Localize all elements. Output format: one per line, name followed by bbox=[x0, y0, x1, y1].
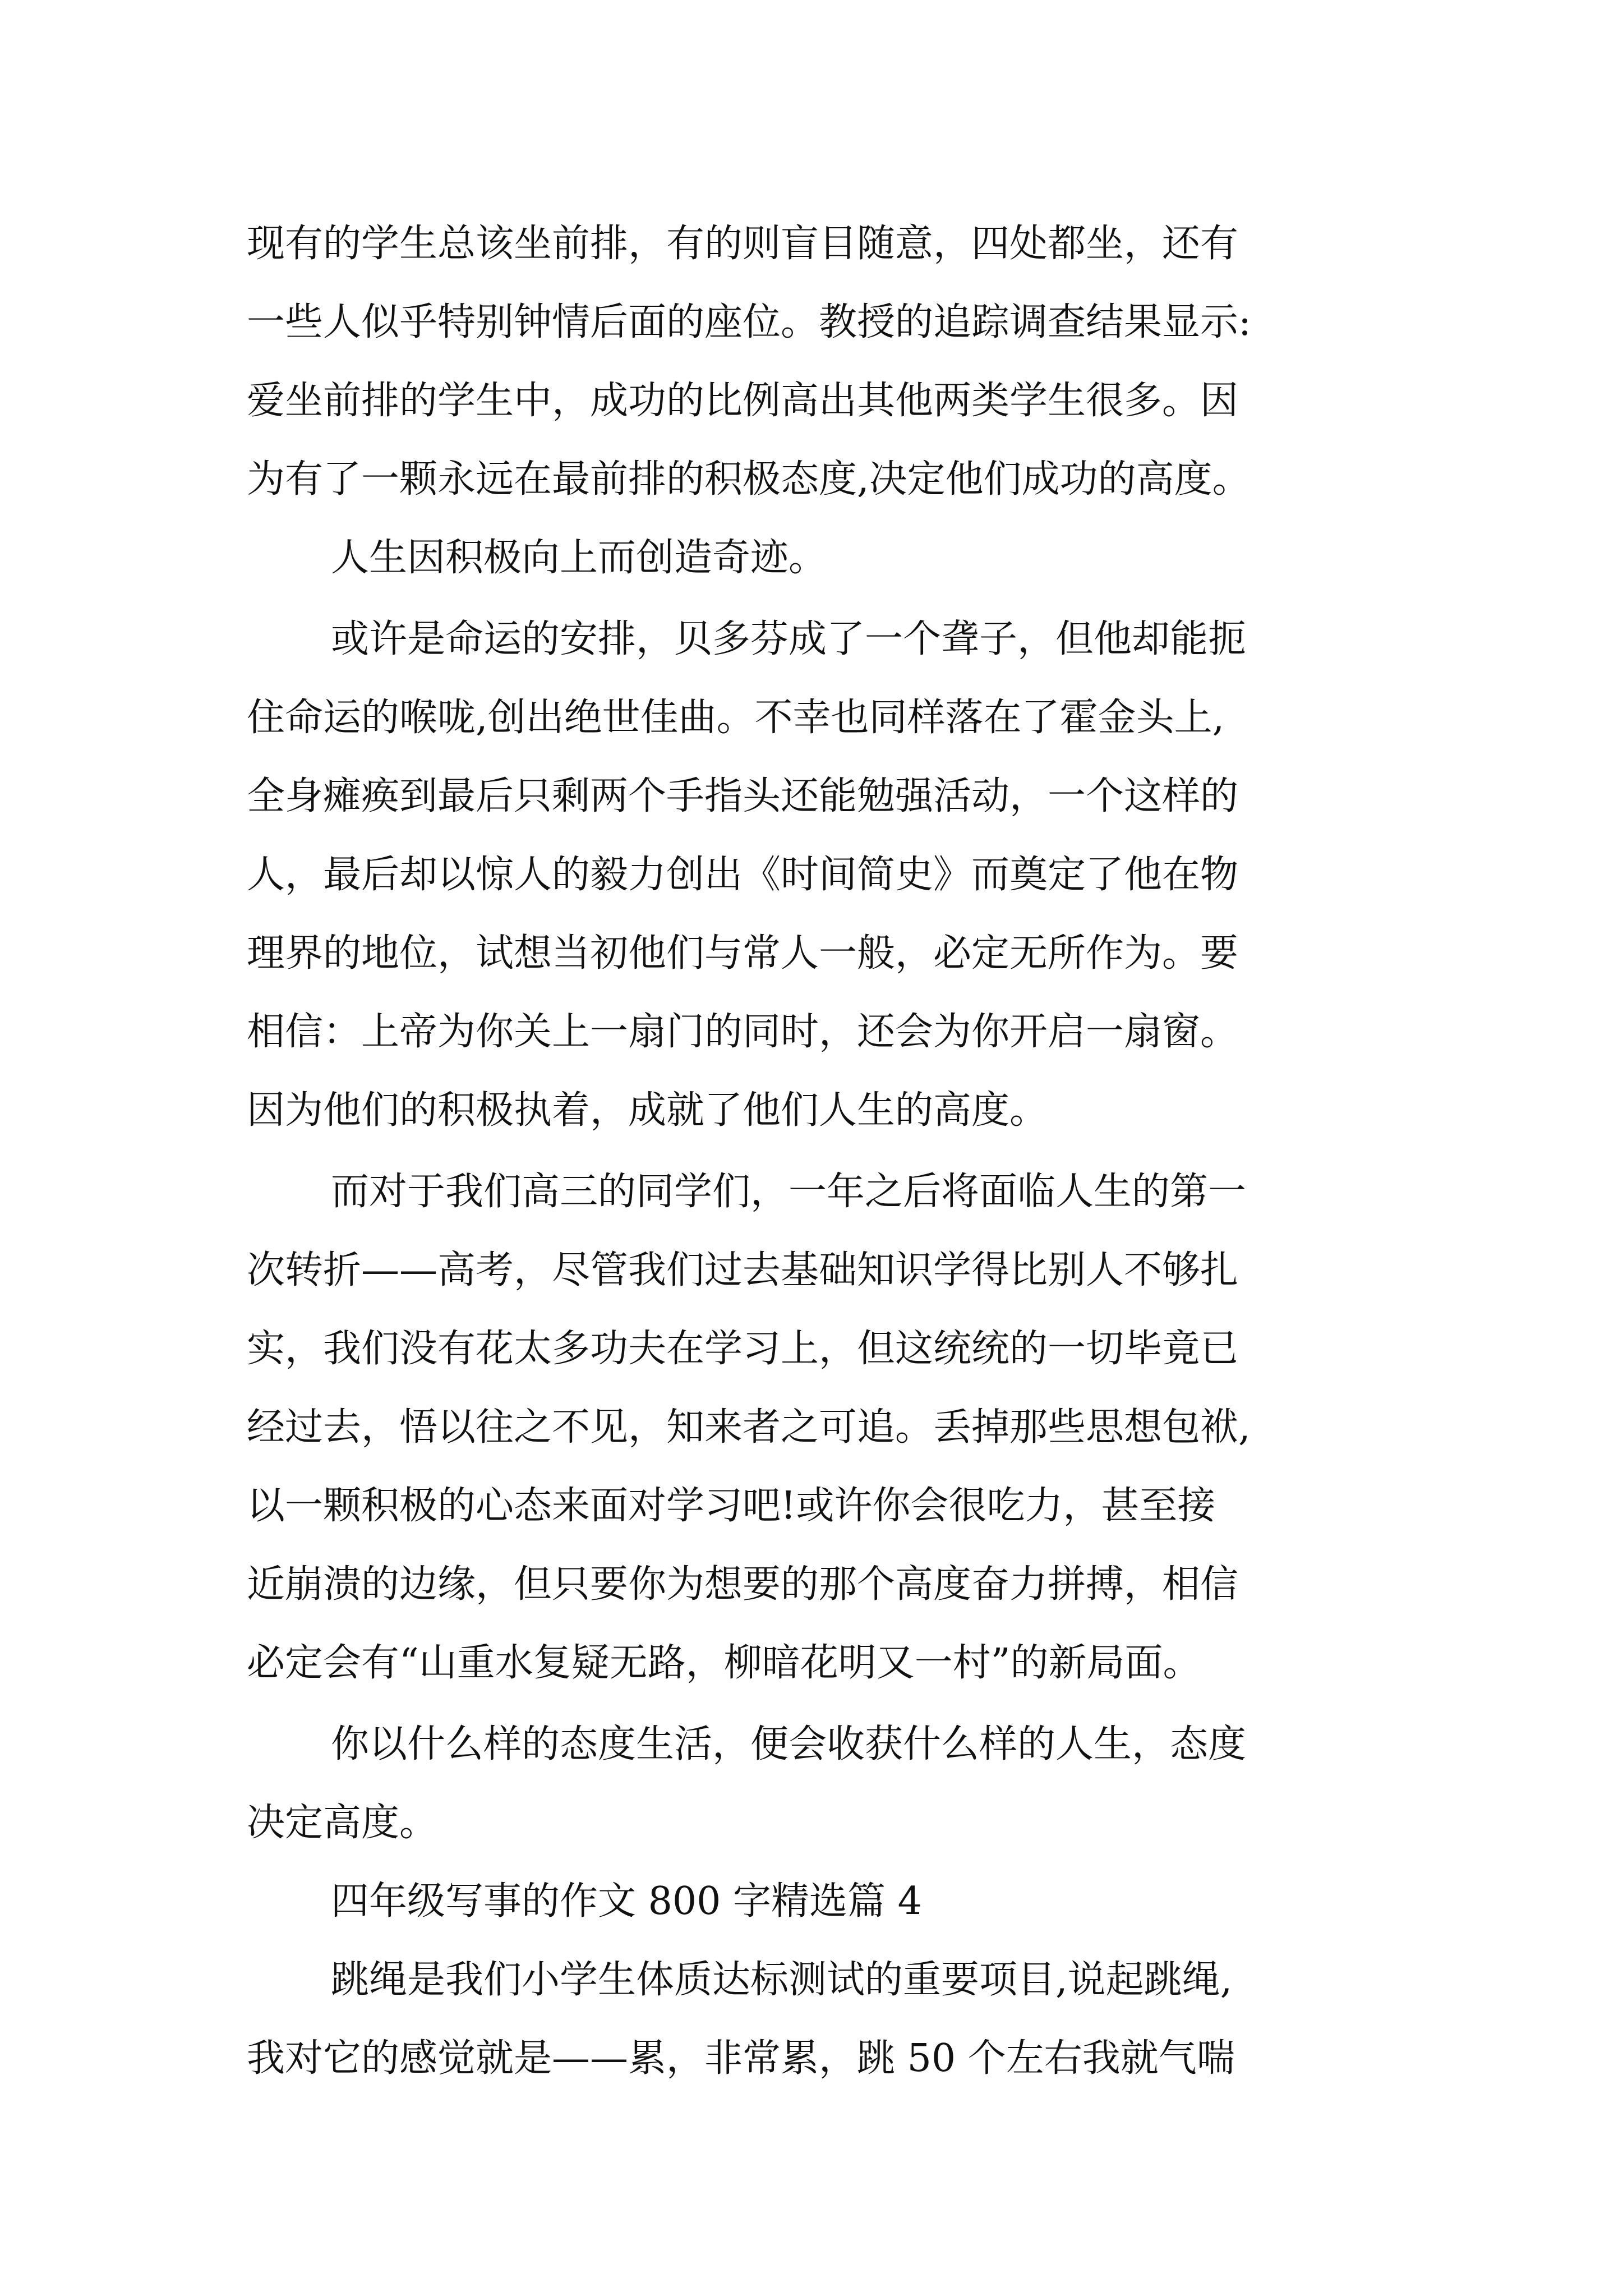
text-line: 近崩溃的边缘，但只要你为想要的那个高度奋力拼搏，相信 bbox=[247, 1562, 1239, 1607]
text-line: 人，最后却以惊人的毅力创出《时间简史》而奠定了他在物 bbox=[247, 853, 1239, 897]
paragraph-first-line: 或许是命运的安排，贝多芬成了一个聋子，但他却能扼 bbox=[331, 617, 1247, 661]
paragraph-first-line: 跳绳是我们小学生体质达标测试的重要项目,说起跳绳, bbox=[331, 1958, 1233, 2002]
text-line: 经过去，悟以往之不见，知来者之可追。丢掉那些思想包袱, bbox=[247, 1405, 1251, 1450]
text-line: 一些人似乎特别钟情后面的座位。教授的追踪调查结果显示: bbox=[247, 300, 1251, 344]
text-line: 理界的地位，试想当初他们与常人一般，必定无所作为。要 bbox=[247, 931, 1239, 976]
text-line: 必定会有“山重水复疑无路，柳暗花明又一村”的新局面。 bbox=[247, 1641, 1201, 1685]
text-line: 住命运的喉咙,创出绝世佳曲。不幸也同样落在了霍金头上, bbox=[247, 696, 1225, 740]
text-line: 现有的学生总该坐前排，有的则盲目随意，四处都坐，还有 bbox=[247, 222, 1239, 266]
text-line: 以一颗积极的心态来面对学习吧!或许你会很吃力，甚至接 bbox=[247, 1484, 1216, 1528]
text-line: 实，我们没有花太多功夫在学习上，但这统统的一切毕竟已 bbox=[247, 1327, 1239, 1371]
text-line: 全身瘫痪到最后只剩两个手指头还能勉强活动，一个这样的 bbox=[247, 774, 1239, 818]
text-line: 相信：上帝为你关上一扇门的同时，还会为你开启一扇窗。 bbox=[247, 1010, 1239, 1054]
paragraph-first-line: 你以什么样的态度生活，便会收获什么样的人生，态度 bbox=[331, 1722, 1247, 1766]
section-heading: 四年级写事的作文 800 字精选篇 4 bbox=[331, 1879, 922, 1924]
paragraph-first-line: 而对于我们高三的同学们，一年之后将面临人生的第一 bbox=[331, 1170, 1247, 1214]
text-line: 爱坐前排的学生中，成功的比例高出其他两类学生很多。因 bbox=[247, 379, 1239, 423]
text-line: 次转折——高考，尽管我们过去基础知识学得比别人不够扎 bbox=[247, 1248, 1239, 1292]
text-line: 我对它的感觉就是——累，非常累，跳 50 个左右我就气喘 bbox=[247, 2036, 1235, 2081]
text-line: 为有了一颗永远在最前排的积极态度,决定他们成功的高度。 bbox=[247, 457, 1251, 501]
paragraph-first-line: 人生因积极向上而创造奇迹。 bbox=[331, 536, 827, 580]
text-line: 因为他们的积极执着，成就了他们人生的高度。 bbox=[247, 1088, 1048, 1133]
text-line: 决定高度。 bbox=[247, 1801, 438, 1845]
